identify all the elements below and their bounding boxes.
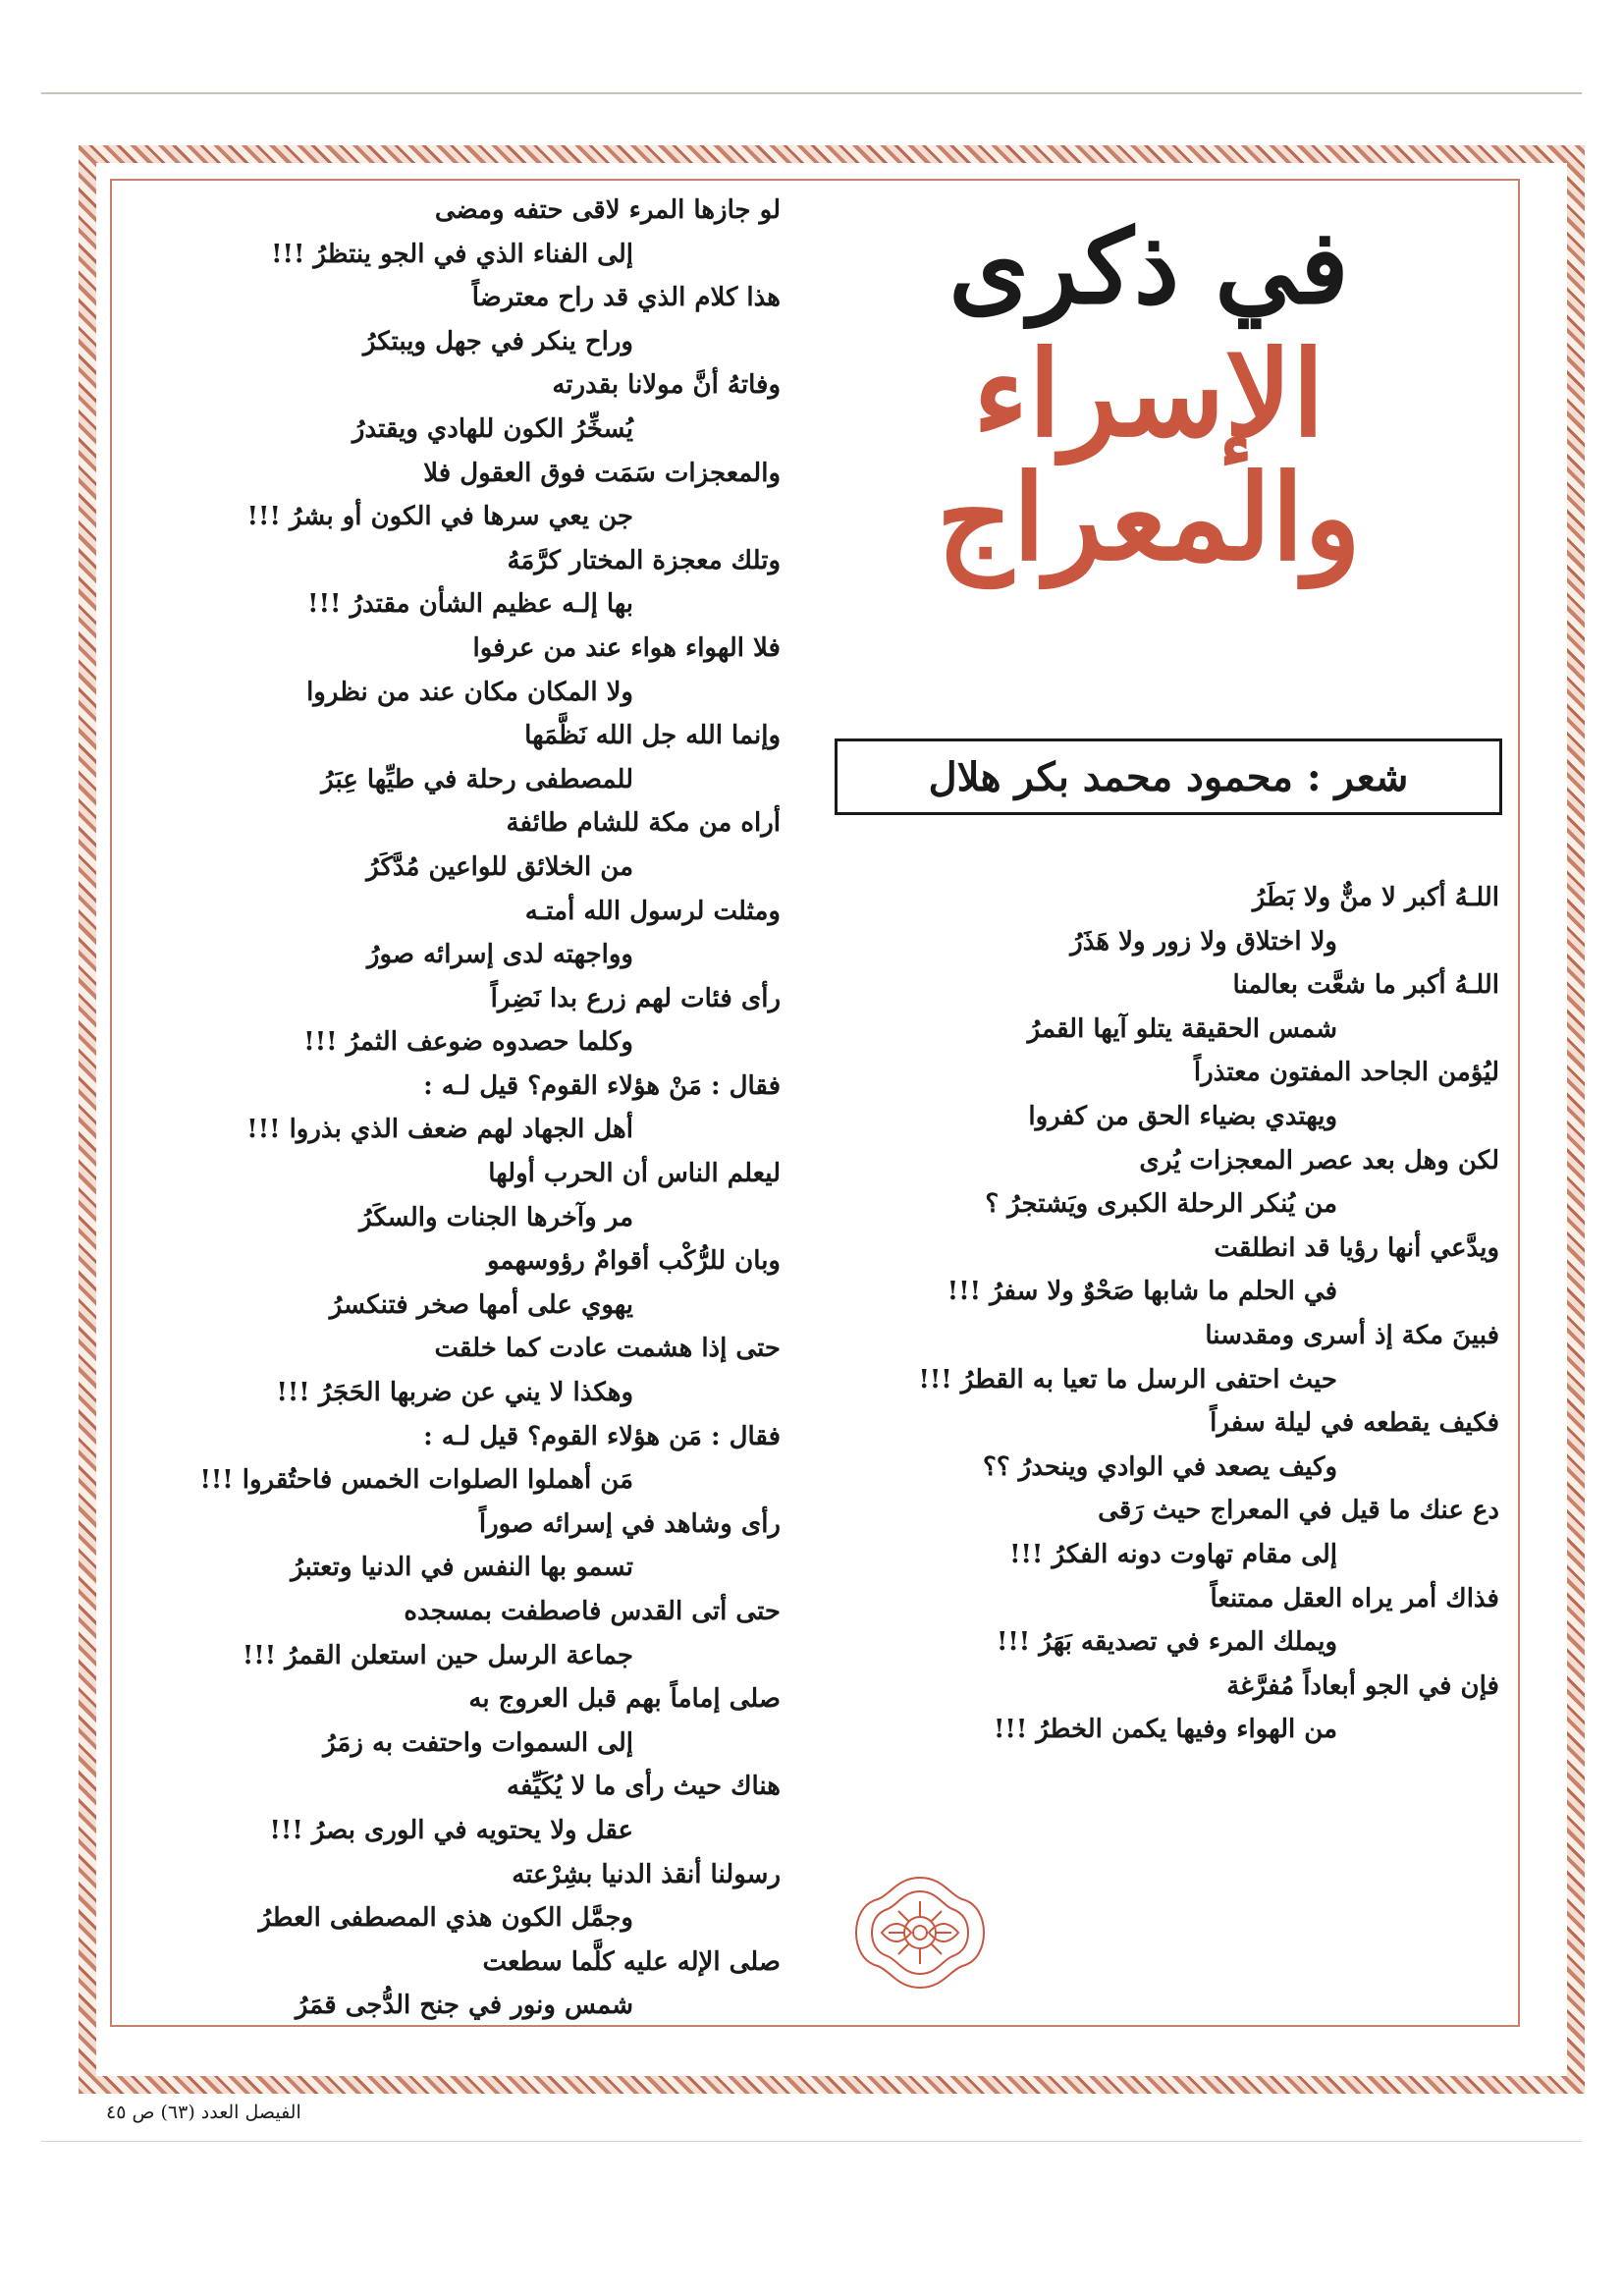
poem-line: رأى فئات لهم زرع بدا نَضِراً bbox=[490, 983, 781, 1013]
poem-line: حتى أتى القدس فاصطفت بمسجده bbox=[404, 1597, 781, 1626]
poem-line: والمعجزات سَمَت فوق العقول فلا bbox=[423, 458, 781, 488]
poem-line: فبينَ مكة إذ أسرى ومقدسنا bbox=[1205, 1320, 1499, 1350]
poem-right-column bbox=[856, 876, 1499, 1752]
author-credit: شعر : محمود محمد بكر هلال bbox=[928, 753, 1409, 800]
poem-line: فقال : مَن هؤلاء القوم؟ قيل لـه : bbox=[423, 1421, 781, 1451]
poem-line: بها إلـه عظيم الشأن مقتدرُ !!! bbox=[307, 589, 633, 620]
poem-line: رسولنا أنقذ الدنيا بشِرْعته bbox=[512, 1859, 781, 1889]
poem-line: ومثلت لرسول الله أمتـه bbox=[524, 896, 781, 926]
title-line-2: الإسراء bbox=[972, 325, 1325, 465]
title-line-3: والمعراج bbox=[936, 449, 1362, 588]
poem-line: وهكذا لا يني عن ضربها الحَجَرُ !!! bbox=[276, 1378, 633, 1408]
poem-line: ولا المكان مكان عند من نظروا bbox=[306, 677, 633, 707]
poem-line: هذا كلام الذي قد راح معترضاً bbox=[471, 283, 781, 313]
poem-line: من الهواء وفيها يكمن الخطرُ !!! bbox=[994, 1715, 1337, 1745]
poem-line: اللـهُ أكبر ما شعَّت بعالمنا bbox=[1232, 970, 1499, 1001]
poem-line: رأى وشاهد في إسرائه صوراً bbox=[478, 1508, 781, 1539]
poem-line: يُسخِّرُ الكون للهادي ويقتدرُ bbox=[352, 413, 633, 444]
poem-line: من الخلائق للواعين مُدَّكَرُ bbox=[366, 851, 633, 882]
poem-line: ولا اختلاق ولا زور ولا هَذَرُ bbox=[1070, 926, 1337, 957]
poem-line: شمس الحقيقة يتلو آيها القمرُ bbox=[1027, 1013, 1337, 1044]
poem-line: وكيف يصعد في الوادي وينحدرُ ؟؟ bbox=[983, 1451, 1337, 1482]
poem-line: وواجهته لدى إسرائه صورُ bbox=[366, 940, 633, 970]
poem-title bbox=[854, 206, 1443, 643]
poem-line: فقال : مَنْ هؤلاء القوم؟ قيل لـه : bbox=[423, 1070, 781, 1101]
poem-line: وكلما حصدوه ضوعف الثمرُ !!! bbox=[303, 1027, 633, 1058]
poem-line: لو جازها المرء لاقى حتفه ومضى bbox=[434, 195, 781, 225]
poem-line: ويدَّعي أنها رؤيا قد انطلقت bbox=[1214, 1232, 1499, 1263]
poem-line: مر وآخرها الجنات والسكَرُ bbox=[358, 1202, 633, 1232]
poem-line: فذاك أمر يراه العقل ممتنعاً bbox=[1210, 1583, 1499, 1613]
top-rule bbox=[41, 92, 1582, 94]
poem-line: فلا الهواء هواء عند من عرفوا bbox=[472, 632, 781, 663]
poem-line: ليعلم الناس أن الحرب أولها bbox=[488, 1159, 781, 1189]
poem-line: فإن في الجو أبعاداً مُفرَّغة bbox=[1226, 1670, 1499, 1701]
poem-line: دع عنك ما قيل في المعراج حيث رَقى bbox=[1098, 1496, 1499, 1526]
poem-line: إلى السموات واحتفت به زمَرُ bbox=[323, 1727, 633, 1758]
poem-line: فكيف يقطعه في ليلة سفراً bbox=[1210, 1408, 1499, 1439]
poem-line: وفاتهُ أنَّ مولانا بقدرته bbox=[552, 370, 781, 401]
poem-line: مَن أهملوا الصلوات الخمس فاحتُقروا !!! bbox=[199, 1465, 633, 1496]
poem-line: وإنما الله جل الله نَظَّمَها bbox=[524, 721, 781, 751]
poem-line: في الحلم ما شابها صَحْوٌ ولا سفرُ !!! bbox=[947, 1277, 1337, 1307]
poem-line: حتى إذا هشمت عادت كما خلقت bbox=[434, 1334, 781, 1364]
arabesque-ornament-icon bbox=[852, 1874, 988, 1992]
poem-line: هناك حيث رأى ما لا يُكَيِّفه bbox=[507, 1772, 781, 1802]
poem-line: شمس ونور في جنح الدُّجى قمَرُ bbox=[295, 1991, 633, 2021]
poem-line: وبان للرُّكْب أقوامٌ رؤوسهمو bbox=[486, 1246, 781, 1277]
poem-line: ويملك المرء في تصديقه بَهَرُ !!! bbox=[996, 1627, 1337, 1658]
poem-line: صلى الإله عليه كلَّما سطعت bbox=[482, 1946, 781, 1977]
poem-line: إلى مقام تهاوت دونه الفكرُ !!! bbox=[1009, 1539, 1337, 1569]
author-box bbox=[835, 738, 1502, 815]
page-footer: الفيصل العدد (٦٣) ص ٤٥ bbox=[106, 2102, 301, 2123]
poem-line: من يُنكر الرحلة الكبرى ويَشتجرُ ؟ bbox=[985, 1189, 1337, 1220]
poem-line: تسمو بها النفس في الدنيا وتعتبرُ bbox=[291, 1553, 633, 1583]
poem-line: ويهتدي بضياء الحق من كفروا bbox=[1028, 1101, 1337, 1131]
poem-line: جماعة الرسل حين استعلن القمرُ !!! bbox=[242, 1640, 633, 1670]
poem-line: إلى الفناء الذي في الجو ينتظرُ !!! bbox=[271, 239, 633, 269]
poem-line: اللـهُ أكبر لا منٌّ ولا بَطَرُ bbox=[1252, 883, 1499, 912]
poem-line: عقل ولا يحتويه في الورى بصرُ !!! bbox=[269, 1815, 633, 1845]
poem-line: وجمَّل الكون هذي المصطفى العطرُ bbox=[258, 1903, 633, 1934]
poem-line: جن يعي سرها في الكون أو بشرُ !!! bbox=[246, 502, 633, 532]
poem-line: أراه من مكة للشام طائفة bbox=[506, 808, 781, 839]
poem-line: حيث احتفى الرسل ما تعيا به القطرُ !!! bbox=[918, 1364, 1337, 1394]
poem-line: صلى إماماً بهم قبل العروج به bbox=[468, 1684, 781, 1715]
poem-line: يهوي على أمها صخر فتنكسرُ bbox=[329, 1289, 633, 1320]
title-line-1: في ذكرى bbox=[948, 206, 1349, 327]
poem-left-column bbox=[137, 189, 781, 2028]
poem-line: وتلك معجزة المختار كرَّمَهُ bbox=[507, 545, 781, 575]
poem-line: ليُؤمن الجاحد المفتون معتذراً bbox=[1193, 1058, 1499, 1088]
poem-line: أهل الجهاد لهم ضعف الذي بذروا !!! bbox=[246, 1115, 633, 1145]
poem-line: للمصطفى رحلة في طيِّها عِبَرُ bbox=[321, 764, 633, 794]
poem-line: لكن وهل بعد عصر المعجزات يُرى bbox=[1139, 1145, 1499, 1175]
poem-line: وراح ينكر في جهل ويبتكرُ bbox=[362, 326, 633, 356]
bottom-rule bbox=[41, 2141, 1582, 2142]
